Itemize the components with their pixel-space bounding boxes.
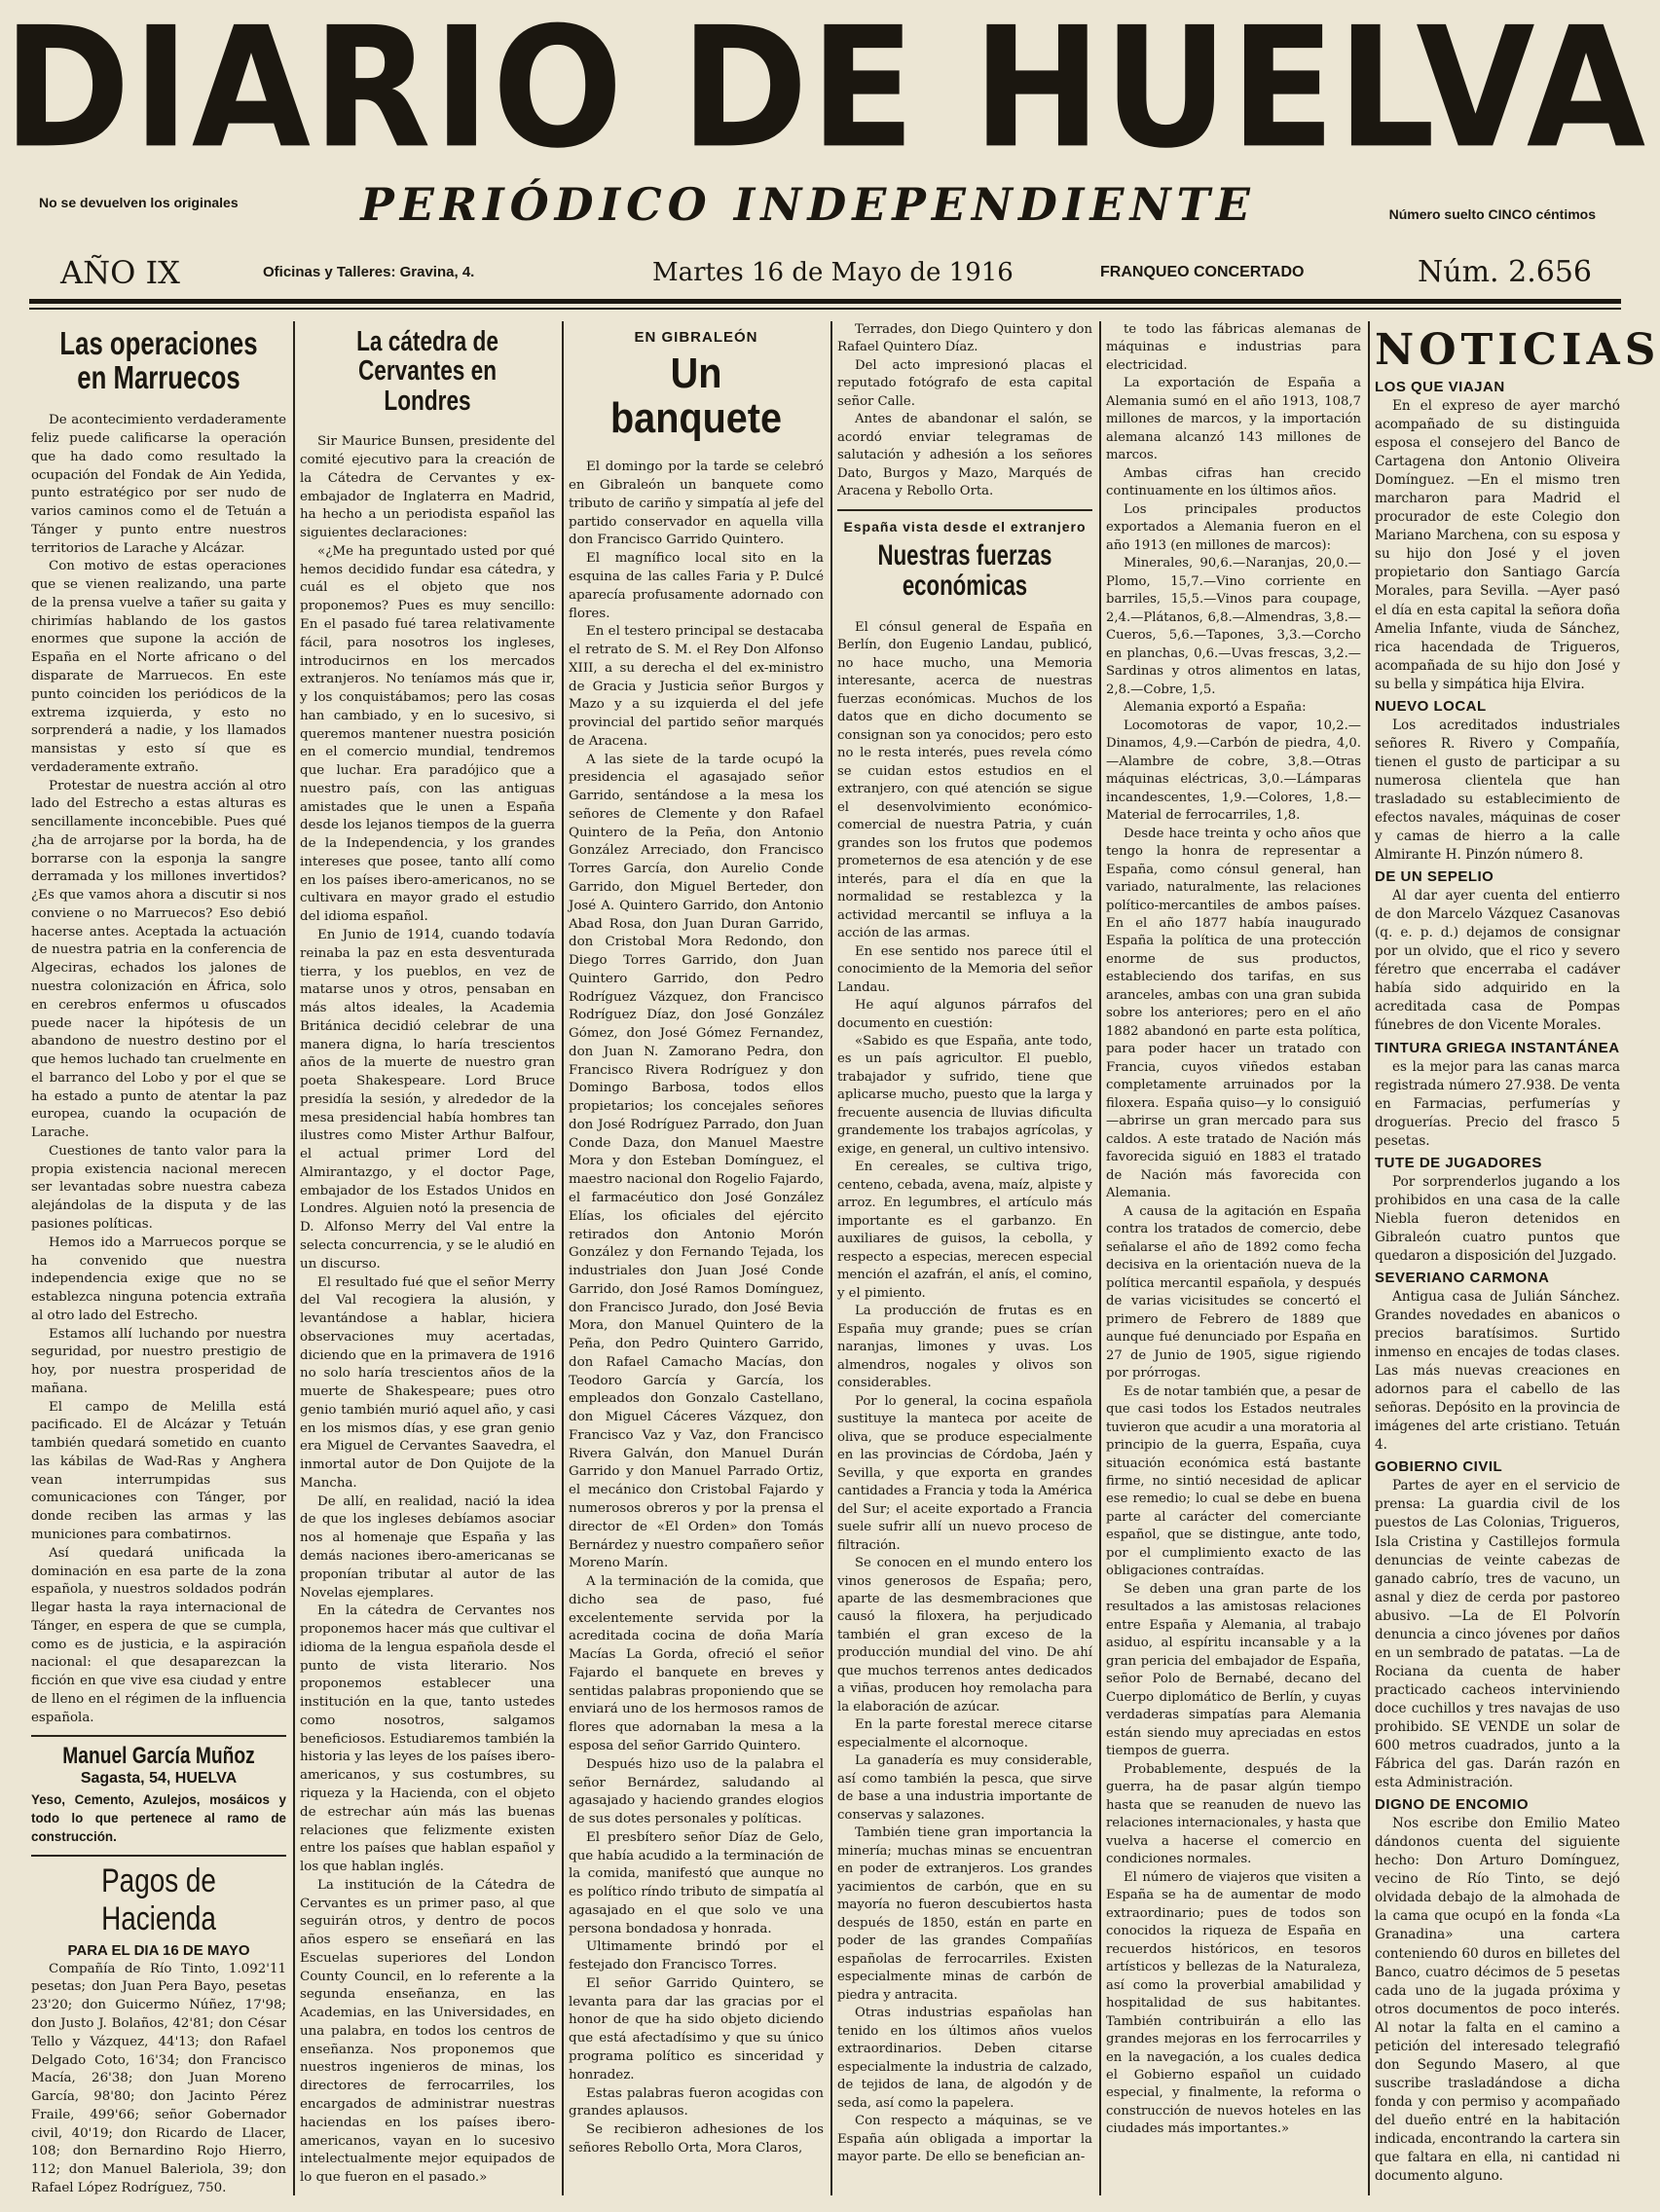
headline-noticias: NOTICIAS [1375, 325, 1660, 375]
article-paragraph: Después hizo uso de la palabra el señor Bernárdez, saludando al agasajado y haciendo grandes elogios de sus dotes personales y políticas. [569, 1756, 824, 1827]
article-paragraph: Es de notar también que, a pesar de que casi todos los Estados neutrales tuvieron que acudir a una moratoria al principio de la guerra, España, cuya situación económica está bastante firme, no sintió necesidad de aplicar ese remedio; lo cual se debe en buena parte al carácter del comerciante español, que se distingue, ante todo, por el cumplimiento exacto de las obligaciones contraídas. [1106, 1383, 1361, 1579]
article-paragraph: A la terminación de la comida, que dicho sea de paso, fué excelentemente servida por la acreditada cocina de doña María Macías La Gorda, ofreció el señor Fajardo el banquete en breves y sentidas palabras proponiendo que se enviará uno de los hermosos ramos de flores que adornaban la mesa a la esposa del señor Garrido Quintero. [569, 1574, 824, 1753]
article-paragraph: Se deben una gran parte de los resultados a las amistosas relaciones entre España y Alemania, al trabajo asiduo, al espíritu incansable y a la gran pericia del embajador de España, señor Polo de Bernabé, decano del Cuerpo diplomático de Berlín, y cuyas verdaderas simpatías para Alemania están siendo muy apreciadas en estos tiempos de guerra. [1106, 1581, 1361, 1759]
headline-economia: Nuestras fuerzas económicas [877, 538, 1052, 603]
article-paragraph: De allí, en realidad, nació la idea de que los ingleses debíamos asociar nos al homenaje que España y las demás naciones ibero-americanas se proponían tributar al autor de las Novelas ejemplares. [300, 1493, 555, 1601]
article-paragraph: Con respecto a máquinas, se ve España aún obligada a importar la mayor parte. De ello se benefician an- [837, 2114, 1092, 2165]
news-item-text: Partes de ayer en el servicio de prensa: La guardia civil de los puestos de Las Colonias, Trigueros, Isla Cristina y Castillejos formula denuncias de veinte cabezas de ganado cabrío, tres de vacuno, un asnal y diez de cerda por pastoreo abusivo. —La de El Polvorín denuncia a cinco jóvenes por daños en un sembrado de patatas. —La de Rociana da cuenta de haber practicado cacheos interviniendo doce cuchillos y tres navajas de uso prohibido. SE VENDE un solar de 600 metros cuadrados, junto a la Fábrica del gas. Darán razón en esta Administración. [1375, 1478, 1620, 1791]
article-paragraph: «Sabido es que España, ante todo, es un país agricultor. El pueblo, trabajador y sufrido, tiene que aplicarse mucho, puesto que la larga y frecuente ausencia de lluvias dificulta grandemente los trabajos agrícolas, y exige, en general, un cultivo intensivo. [837, 1033, 1092, 1157]
article-paragraph: El domingo por la tarde se celebró en Gibraleón un banquete como tributo de cariño y simpatía al jefe del partido conservador en aquella villa don Francisco Garrido Quintero. [569, 460, 824, 548]
article-paragraph: El señor Garrido Quintero, se levanta para dar las gracias por el honor de que ha sido objeto diciendo que está afectadísimo y que su único programa político es sinceridad y honradez. [569, 1975, 824, 2083]
article-paragraph: El magnífico local sito en la esquina de las calles Faria y P. Dulcé aparecía profusamente adornado con flores. [569, 551, 824, 621]
edition-info-row [39, 248, 1611, 297]
column-rule [562, 321, 564, 2195]
advert-body: Yeso, Cemento, Azulejos, mosáicos y todo lo que pertenece al ramo de construcción. [31, 1792, 286, 1844]
article-paragraph: Se conocen en el mundo entero los vinos generosos de España; pero, aparte de las desmembraciones que causó la filoxera, ha perjudicado también el gran exceso de la producción mundial del vino. De ahí que muchos terrenos antes dedicados a viñas, producen hoy remolacha para la elaboración de azúcar. [837, 1556, 1092, 1714]
masthead-rule-thin [29, 308, 1621, 310]
article-paragraph: Otras industrias españolas han tenido en los últimos años vuelos extraordinarios. Deben citarse especialmente la industria de calzado, de tejidos de lana, de algodón y de seda, así como la papelera. [837, 2006, 1092, 2111]
advert-name: Manuel García Muñoz [62, 1743, 255, 1770]
headline-banquete: Un banquete [609, 350, 783, 443]
article-paragraph: Antes de abandonar el salón, se acordó enviar telegramas de salutación y adhesión a los señores Dato, Burgos y Mazo, Marqués de Aracena y Rebollo Orta. [837, 412, 1092, 499]
headline-marruecos: Las operaciones en Marruecos [59, 325, 258, 395]
article-paragraph: He aquí algunos párrafos del documento en cuestión: [837, 998, 1092, 1031]
news-item-title: SEVERIANO CARMONA [1375, 1269, 1550, 1286]
article-paragraph: Probablemente, después de la guerra, ha de pasar algún tiempo hasta que se reanuden de nuevo las relaciones internacionales, y hasta que vuelva a hacerse el comercio en condiciones normales. [1106, 1761, 1361, 1867]
column-rule [1368, 321, 1370, 2195]
news-item-title: LOS QUE VIAJAN [1375, 379, 1505, 395]
originals-notice: No se devuelven los originales [39, 195, 239, 210]
news-item-text: Nos escribe don Emilio Mateo dándonos cuenta del siguiente hecho: Don Arturo Domínguez, vecino de Río Tinto, se dejó olvidada debajo de la almohada de la cama que ocupó en la fonda «La Granadina» una cartera conteniendo 60 duros en billetes del Banco, cuatro décimos de 5 pesetas cada uno de la jugada próxima y otros documentos de poco interés. Al notar la falta en el camino a petición del interesado telegrafió don Segundo Masero, al que suscribe trasladándose a dicha fonda y con permiso y acompañado del dueño entré en la habitación indicada, encontrando la cartera sin que faltara en ella, ni cantidad ni documento alguno. [1375, 1816, 1620, 2185]
column-economia-cont [1106, 321, 1361, 2200]
article-paragraph: Alemania exportó a España: [1124, 700, 1307, 716]
article-paragraph: Ambas cifras han crecido continuamente en los últimos años. [1106, 465, 1361, 499]
article-paragraph: Locomotoras de vapor, 10,2.—Dinamos, 4,9.—Carbón de piedra, 4,0.—Alambre de cobre, 3,8.—Otras máquinas eléctricas, 3,0.—Lámparas incandescentes, 1,9.—Colores, 1,8.—Material de ferrocarriles, 1,8. [1106, 718, 1361, 824]
news-item-title: TUTE DE JUGADORES [1375, 1154, 1542, 1171]
kicker-espana-extranjero: España vista desde el extranjero [843, 518, 1087, 535]
price-notice: Número suelto CINCO céntimos [1388, 206, 1596, 222]
section-divider [31, 1735, 286, 1737]
article-paragraph: En ese sentido nos parece útil el conocimiento de la Memoria del señor Landau. [837, 943, 1092, 995]
article-paragraph: Cuestiones de tanto valor para la propia existencia nacional merecen ser levantadas sobre nuestra cabeza alejándolas de la disputa y de las pasiones políticas. [31, 1143, 286, 1232]
column-marruecos [31, 321, 286, 2200]
article-paragraph: El número de viajeros que visiten a España se ha de aumentar de modo extraordinario; pues de todos son conocidos la riqueza de España en recuerdos históricos, en tesoros artísticos y bellezas de la Naturaleza, así como la proverbial amabilidad y hospitalidad de sus habitantes. También contribuirán a ello las grandes mejoras en los ferrocarriles y en la navegación, a los cuales dedica el Gobierno español un cuidado especial, y finalmente, la reforma o construcción de nuevos hoteles en las ciudades más importantes.» [1106, 1869, 1361, 2137]
newspaper-subtitle: PERIÓDICO INDEPENDIENTE [360, 178, 1256, 231]
offices-address: Oficinas y Talleres: Gravina, 4. [263, 264, 475, 280]
headline-cervantes: La cátedra de Cervantes en Londres [356, 326, 498, 417]
article-economia-body [837, 619, 1092, 2167]
article-paragraph: Por lo general, la cocina española sustituye la manteca por aceite de oliva, que se produce especialmente en las provincias de Córdoba, Jaén y Sevilla, y que exporta en grandes cantidades a Francia y toda la América del Sur; el aceite exportado a Francia suele sufrir allí un nuevo proceso de filtración. [837, 1393, 1092, 1553]
kicker-gibraleon: EN GIBRALEÓN [634, 329, 758, 346]
news-item-title: GOBIERNO CIVIL [1375, 1458, 1503, 1476]
article-paragraph: La exportación de España a Alemania sumó en el año 1913, 108,7 millones de marcos, y la importación alemana alcanzó 143 millones de marcos. [1106, 376, 1361, 463]
column-cervantes [300, 321, 555, 2200]
article-paragraph: El campo de Melilla está pacificado. El de Alcázar y Tetuán también quedará sometido en cuanto las kábilas de Wad-Ras y Anghera vean interrumpidas sus comunicaciones con Tánger, por donde reciben las armas y las municiones para combatirnos. [31, 1399, 286, 1542]
news-item-text: Por sorprenderlos jugando a los prohibidos en una casa de la calle Niebla fueron detenidos en Gibraleón cuatro puntos que quedaron a disposición del Juzgado. [1375, 1173, 1620, 1264]
column-economia [837, 321, 1092, 2200]
news-item-text: Los acreditados industriales señores R. Rivero y Compañía, tienen el gusto de participar a su numerosa clientela que han trasladado su establecimiento de efectos navales, máquinas de coser y camas de hierro a la calle Almirante H. Pinzón número 8. [1375, 717, 1620, 864]
news-item-title: TINTURA GRIEGA INSTANTÁNEA [1375, 1039, 1620, 1056]
article-paragraph: Del acto impresionó placas el reputado fotógrafo de esta capital señor Calle. [837, 357, 1092, 409]
advert-address: Sagasta, 54, HUELVA [80, 1770, 238, 1788]
column-banquete [569, 321, 824, 2200]
news-item-title: DIGNO DE ENCOMIO [1375, 1796, 1530, 1814]
column-rule [1099, 321, 1101, 2195]
article-economia-continued [1106, 321, 1361, 2139]
article-paragraph: Minerales, 90,6.—Naranjas, 20,0.—Plomo, 15,7.—Vino corriente en barriles, 15,5.—Vinos para coupage, 2,4.—Plátanos, 6,8.—Almendras, 3,8.—Cueros, 5,6.—Tapones, 3,3.—Corcho en planchas, 0,6.—Uvas frescas, 3,2.—Sardinas y otros alimentos en latas, 2,8.—Cobre, 1,5. [1106, 556, 1361, 697]
article-paragraph: Hemos ido a Marruecos porque se ha convenido que nuestra independencia exige que no se establezca ninguna potencia extraña al otro lado del Estrecho. [31, 1235, 286, 1323]
article-paragraph: Protestar de nuestra acción al otro lado del Estrecho a estas alturas es sencillamente inconcebible. Pues qué ¿ha de arrojarse por la borda, ha de borrarse con la esponja la sangre derramada y los millones invertidos? ¿Es que vamos ahora a discutir si nos conviene o no Marruecos? Eso debió hacerse antes. Aceptada la actuación de nuestra patria en la conferencia de Algeciras, echados los jalones de nuestra colonización en África, solo en cerebros enfermos u ofuscados puede nacer la hipótesis de un abandono de nuestro destino por el que hemos luchado tan cruelmente en el barranco del Lobo y por el que se ha estado a punto de atentar la paz europea, cuando la ocupación de Larache. [31, 778, 286, 1141]
article-paragraph: El presbítero señor Díaz de Gelo, que había acudido a la terminación de la comida, manifestó que aunque no es político ríndo tributo de simpatía al agasajado en el que solo ve una persona bondadosa y honrada. [569, 1829, 824, 1936]
article-marruecos-body [31, 412, 286, 1727]
news-item-text: Antigua casa de Julián Sánchez. Grandes novedades en abanicos o precios baratísimos. Surtido inmenso en encajes de todas clases. Las más nuevas creaciones en adornos para el cabello de las señoras. Depósito en la provincia de imágenes del arte cristiano. Tetuán 4. [1375, 1288, 1620, 1454]
article-paragraph: Los principales productos exportados a Alemania fueron en el año 1913 (en millones de marcos): [1106, 501, 1361, 553]
column-noticias [1375, 321, 1660, 2200]
column-rule [293, 321, 295, 2195]
article-banquete-continued [837, 321, 1092, 501]
article-paragraph: El cónsul general de España en Berlín, don Eugenio Landau, publicó, no hace mucho, una Memoria interesante, acerca de nuestras fuerzas económicas. Muchos de los datos que en dicho documento se consignan son ya conocidos; pero esto no le resta interés, pues revela cómo se cuidan estos estudios en el extranjero, con qué atención se sigue el desenvolvimiento económico-comercial de nuestra Patria, y cuán grandes son los frutos que podemos prometernos de esa atención y de ese interés, para el día en que la normalidad se restablezca y la actividad mercantil se influya a la acción de las armas. [837, 619, 1092, 941]
edition-date: Martes 16 de Mayo de 1916 [652, 258, 1014, 287]
article-paragraph: La ganadería es muy considerable, así como también la pesca, que sirve de base a una industria importante de conservas y salazones. [837, 1753, 1092, 1823]
article-cervantes-body [300, 433, 555, 2188]
edition-year: AÑO IX [60, 254, 180, 291]
section-divider [837, 509, 1092, 511]
article-paragraph: Terrades, don Diego Quintero y don Rafael Quintero Díaz. [837, 322, 1092, 355]
advert-garcia-munoz [31, 1743, 286, 1846]
article-paragraph: Estamos allí luchando por nuestra seguridad, por nuestro prestigio de hoy, por nuestra prosperidad de mañana. [31, 1326, 286, 1396]
column-rule [830, 321, 832, 2195]
article-paragraph: Desde hace treinta y ocho años que tengo la honra de representar a España, como cónsul general, han variado, naturalmente, las relaciones político-mercantiles de ambos países. En el año 1877 había inaugurado España la política de una protección enorme de sus productos, estableciendo dos tarifas, en sus aranceles, ambas con una gran subida sobre los anteriores; pero en el año 1882 abandonó en parte esta política, para poder hacer un tratado con Francia, cuyos viñedos estaban completamente arruinados por la filoxera. España quiso—y lo consiguió—abrirse un gran mercado para sus caldos. A este tratado de Nación más favorecida siguió en 1883 el tratado de Nación más favorecida con Alemania. [1106, 826, 1361, 1201]
noticias-sections [1375, 379, 1620, 2186]
article-paragraph: En la parte forestal merece citarse especialmente el alcornoque. [837, 1717, 1092, 1751]
article-banquete-body [569, 459, 824, 2157]
article-paragraph: También tiene gran importancia la minería; muchas minas se encuentran en poder de extranjeros. Los grandes yacimientos de carbón, que en su mayoría no fueron descubiertos hasta después de 1850, están en parte en poder de las grandes Compañías españolas de ferrocarriles. Existen especialmente minas de carbón de piedra y antracita. [837, 1825, 1092, 2003]
article-paragraph: El resultado fué que el señor Merry del Val recogiera la alusión, y levantándose a hablar, hiciera observaciones muy acertadas, diciendo que en la primavera de 1916 no solo haría trescientos años de la muerte de Shakespeare; pues otro genio también murió aquel año, y casi en los mismos días, y ese gran genio era Miguel de Cervantes Saavedra, el inmortal autor de Don Quijote de la Mancha. [300, 1274, 555, 1491]
newspaper-title: DIARIO DE HUELVA [2, 0, 1648, 186]
article-paragraph: En Junio de 1914, cuando todavía reinaba la paz en esta desventurada tierra, y los pueblos, en vez de matarse unos y otros, pensaban en más altos ideales, la Academia Británica decidió celebrar de una manera digna, lo haría trescientos años de la muerte de nuestro gran poeta Shakespeare. Lord Bruce presidía la sesión, y alrededor de la mesa presidencial había hombres tan ilustres como Mister Arthur Balfour, el actual primer Lord del Almirantazgo, y el doctor Page, embajador de los Estados Unidos en Londres. Alguien notó la presencia de D. Alfonso Merry del Val entre la selecta concurrencia, y se le aludió en un discurso. [300, 927, 555, 1272]
headline-pagos: Pagos de Hacienda [101, 1862, 216, 1937]
news-item-title: NUEVO LOCAL [1375, 697, 1487, 715]
article-paragraph: A las siete de la tarde ocupó la presidencia el agasajado señor Garrido, sentándose a la mesa los señores de Clemente y don Rafael Quintero de la Peña, don Antonio González Arreciado, don Francisco Torres García, don Aurelio Conde Garrido, don Miguel Berteder, don José A. Quintero Garrido, don Antonio Abad Rosa, don Juan Duran Garrido, don Cristobal Mora Redondo, don Diego Torres Garrido, don Juan Quintero Garrido, don Pedro Rodríguez Vázquez, don Francisco Rodríguez Díaz, don José González Gómez, don José Gómez Fernandez, don Juan N. Zamorano Pedra, don Francisco Rivera Rodríguez y don Domingo Barbosa, todos ellos propietarios; los concejales señores don José Rodríguez Parrado, don Juan Conde Daza, don Manuel Maestre Mora y don Esteban Domínguez, el maestro nacional don Rogelio Fajardo, el farmacéutico don José González Elías, los oficiales del ejército retirados don Antonio Morón González y don Fernando Tejada, los industriales don Juan José Conde Garrido, don José Ramos Domínguez, don Francisco Jurado, don José Bevia Mora, don Manuel Quintero de la Peña, don Pedro Quintero Garrido, don Rafael Camacho Macías, don Teodoro García y García, los empleados don Gonzalo Castellano, don Miguel Cáceres Vázquez, don Francisco Vaz y Vaz, don Francisco Rivera Galván, don Manuel Durán Garrido y don Manuel Parrado Ortiz, el mecánico don Cristobal Fajardo y numerosos obreros y por la prensa el director de «El Orden» don Tomás Bernárdez y nuestro compañero señor Moreno Marín. [569, 752, 825, 1571]
pagos-body: Compañía de Río Tinto, 1.092'11 pesetas; don Juan Pera Bayo, pesetas 23'20; don Guicermo Núñez, 17'98; don Justo J. Bolaños, 42'81; don César Tello y Vázquez, 44'13; don Rafael Delgado Coto, 16'34; don Francisco Macía, 26'38; don Juan Moreno García, 98'80; don Jacinto Pérez Fraile, 499'66; señor Gobernador civil, 40'19; don Ricardo de Llacer, 108; don Bernardino Rojo Hierro, 112; don Manuel Baleriola, 39; don Rafael López Rodríguez, 750. [31, 1961, 286, 2195]
news-item-text: es la mejor para las canas marca registrada número 27.938. De venta en Farmacias, perfumerías y droguerías. Precio del frasco 5 pesetas. [1375, 1058, 1620, 1149]
article-paragraph: Estas palabras fueron acogidas con grandes aplausos. [569, 2085, 824, 2120]
article-paragraph: La producción de frutas es en España muy grande; pues se crían naranjas, limones y uvas. Los almendros, nogales y olivos son considerables. [837, 1304, 1092, 1391]
article-paragraph: En cereales, se cultiva trigo, centeno, cebada, avena, maíz, alpiste y arroz. En legumbres, el artículo más importante es el garbanzo. En auxiliares de guisos, la cebolla, y respecto a especias, merecen especial mención el azafrán, el anís, el comino, y el pimiento. [837, 1160, 1092, 1301]
news-item-text: Al dar ayer cuenta del entierro de don Marcelo Vázquez Casanovas (q. e. p. d.) dejamos de consignar por un olvido, que el rico y severo féretro que encerraba el cadáver había sido adquirido en la acreditada casa de Pompas fúnebres de don Vicente Morales. [1375, 888, 1620, 1034]
article-paragraph: La institución de la Cátedra de Cervantes es un primer paso, al que seguirán otros, y dentro de pocos años espero se enseñará en las Escuelas superiores del London County Council, en lo referente a la segunda enseñanza, en las Academias, en las Universidades, en una palabra, en todos los centros de enseñanza. Nos proponemos que nuestros ingenieros de minas, los directores de ferrocarriles, los encargados de administrar nuestras haciendas en los países ibero-americanos, vayan en lo sucesivo intelectualmente mejor equipados de lo que fueron en el pasado.» [300, 1877, 555, 2186]
article-paragraph: Con motivo de estas operaciones que se vienen realizando, una parte de la prensa vuelve a tañer su gaita y chirimías hablando de los gastos enormes que supone la acción de España en el Norte africano o del disparate de Marruecos. En este punto coinciden los periódicos de la extrema izquierda, y esto no sorprenderá a nadie, y los llamados mansistas y esto sí que es verdaderamente extraño. [31, 559, 286, 775]
pagos-date-line: PARA EL DIA 16 DE MAYO [67, 1941, 250, 1959]
article-paragraph: En la cátedra de Cervantes nos proponemos hacer más que cultivar el idioma de la lengua española desde el punto de vista literario. Nos proponemos establecer una institución en la que, tanto ustedes como nosotros, salgamos beneficiosos. Estudiaremos también la historia y las leyes de los países ibero-americanos, y sus costumbres, su riqueza y la Hacienda, con el objeto de estrechar aún más las buenas relaciones que felizmente existen entre los países que hablan español y los que hablan inglés. [300, 1604, 555, 1875]
article-paragraph: A causa de la agitación en España contra los tratados de comercio, debe señalarse el año de 1892 como fecha decisiva en la orientación nueva de la política mercantil española, y después de varias vicisitudes se concertó el primero de Febrero de 1889 que aunque fué denunciado por España en 27 de Junio de 1905, sigue rigiendo por prórrogas. [1106, 1203, 1361, 1382]
article-paragraph: Sir Maurice Bunsen, presidente del comité ejecutivo para la creación de la Cátedra de Cervantes y ex-embajador de Inglaterra en Madrid, ha hecho a un periodista español las siguientes declaraciones: [300, 434, 555, 541]
postage-note: FRANQUEO CONCERTADO [1100, 264, 1305, 280]
article-paragraph: «¿Me ha preguntado usted por qué hemos decidido fundar esa cátedra, y cuál es el objeto que nos proponemos? Pues es muy sencillo: En el pasado fué tarea relativamente fácil, para nosotros los ingleses, introducirnos en los mercados extranjeros. No teníamos más que ir, y los conquistábamos; pero las cosas han cambiado, y en lo sucesivo, si queremos mantener nuestra posición en el comercio mundial, tendremos que luchar. Era paradójico que a nuestro país, con las antiguas amistades que le unen a España desde los lejanos tiempos de la guerra de la Independencia, y los grandes intereses que posee, tanto allí como en los países ibero-americanos, no se cultivara en mayor grado el estudio del idioma español. [300, 543, 555, 925]
section-divider [31, 1855, 286, 1857]
article-paragraph: Ultimamente brindó por el festejado don Francisco Torres. [569, 1939, 824, 1973]
news-item-text: En el expreso de ayer marchó acompañado de su distinguida esposa el consejero del Banco de Cartagena don Antonio Oliveira Domínguez. —En el mismo tren marcharon para Madrid el procurador de este Colegio don Mariano Marchena, con su esposa y su hijo don José y el joven propietario don Santiago García Morales, para Sevilla. —Ayer pasó el día en esta capital la señora doña Amelia Infante, viuda de Sánchez, rica hacendada de Trigueros, acompañada de su hijo don José y su bella y simpática hija Elvira. [1375, 398, 1620, 692]
issue-number: Núm. 2.656 [1418, 255, 1592, 289]
article-paragraph: te todo las fábricas alemanas de máquinas e industrias para electricidad. [1106, 322, 1361, 373]
news-item-title: DE UN SEPELIO [1375, 868, 1494, 886]
article-paragraph: De acontecimiento verdaderamente feliz puede calificarse la operación que ha dado como resultado la ocupación del Fondak de Ain Yedida, punto estratégico por ser nudo de varios caminos como el de Tetuán a Tánger y punto entre nuestros territorios de Larache y Alcázar. [31, 413, 286, 556]
article-paragraph: En el testero principal se destacaba el retrato de S. M. el Rey Don Alfonso XIII, a su derecha el del ex-ministro de Gracia y Justicia señor Burgos y Mazo y a su izquierda el del jefe provincial del partido señor marqués de Aracena. [569, 624, 824, 749]
article-paragraph: Así quedará unificada la dominación en esa parte de la zona española, y nuestros soldados podrán llegar hasta la raya internacional de Tánger, en espera de que se cumpla, como es de justicia, e la aspiración nacional: el que desaparezcan la ficción en que vive esa ciudad y entre de lleno en el régimen de la influencia española. [31, 1545, 286, 1725]
masthead [0, 0, 1650, 316]
masthead-rule [29, 299, 1621, 304]
article-paragraph: Se recibieron adhesiones de los señores Rebollo Orta, Mora Claros, [569, 2122, 824, 2156]
